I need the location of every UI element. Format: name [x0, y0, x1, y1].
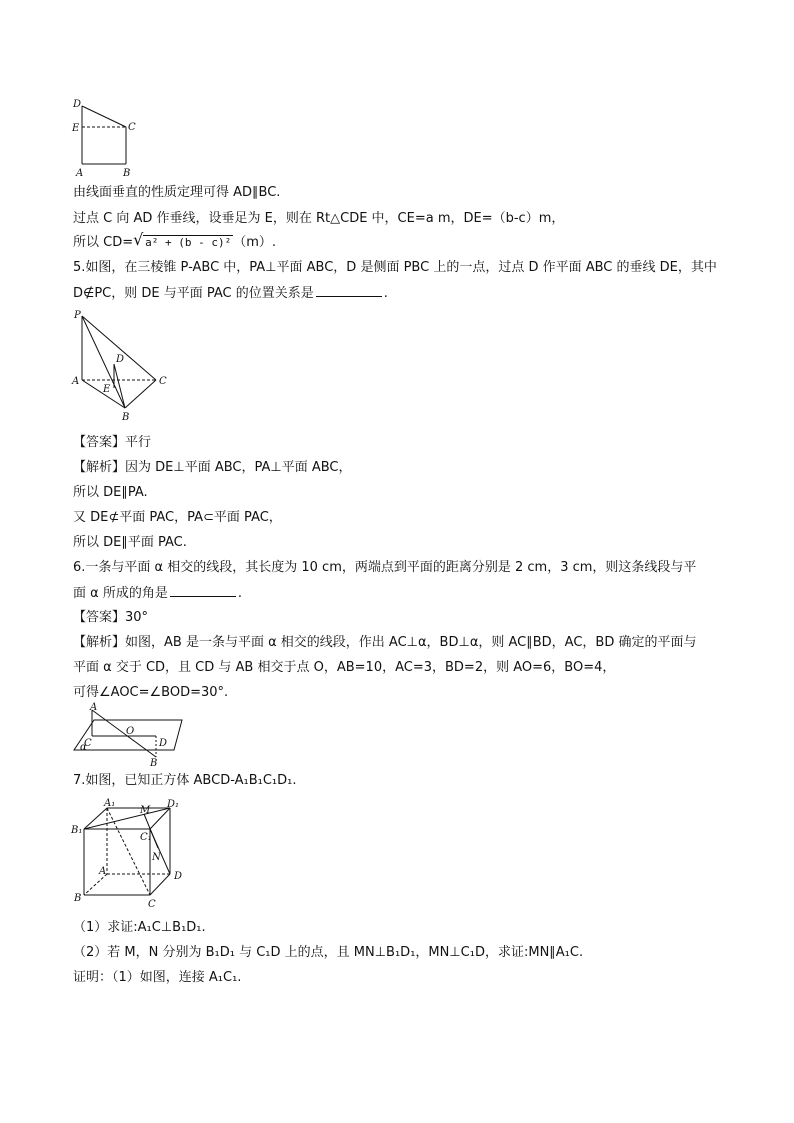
question-5-line-1: 5.如图，在三棱锥 P-ABC 中，PA⊥平面 ABC，D 是侧面 PBC 上的一点，过点 D 作平面 ABC 的垂线 DE，其中 — [73, 260, 717, 275]
answer-blank — [170, 584, 236, 597]
question-6-line-1: 6.一条与平面 α 相交的线段，其长度为 10 cm，两端点到平面的距离分别是 2 cm，3 cm，则这条线段与平 — [73, 560, 697, 575]
segment-BC — [125, 380, 156, 408]
explanation-5-line-1 — [73, 459, 352, 477]
label-B: B — [122, 412, 130, 423]
label-E: E — [103, 384, 111, 395]
explanation-6-line-3: 可得∠AOC=∠BOD=30°. — [73, 685, 229, 700]
text-line-3-prefix: 所以 CD= — [73, 235, 134, 250]
explanation-5-text-1: 因为 DE⊥平面 ABC，PA⊥平面 ABC， — [125, 460, 352, 475]
answer-5-label: 【答案】 — [73, 435, 126, 450]
label-B: B — [150, 758, 158, 769]
question-6-end: . — [237, 586, 242, 601]
edge-C1-D1 — [150, 808, 170, 829]
segment-PC — [82, 316, 156, 380]
edge-C-D — [150, 874, 170, 895]
explanation-5-line-3: 又 DE⊄平面 PAC，PA⊂平面 PAC， — [73, 510, 282, 525]
label-B: B — [74, 893, 82, 904]
explanation-6-label: 【解析】 — [73, 635, 126, 650]
answer-5 — [73, 434, 151, 452]
answer-blank — [316, 284, 382, 297]
label-D: D — [159, 738, 168, 749]
answer-6-label: 【答案】 — [73, 610, 126, 625]
question-6-line-2-text: 面 α 所成的角是 — [73, 586, 168, 601]
label-D: D — [73, 99, 82, 110]
text-line-2: 过点 C 向 AD 作垂线，设垂足为 E，则在 Rt△CDE 中，CE=a m，DE=（b-c）m， — [73, 211, 565, 226]
label-C: C — [84, 738, 92, 749]
label-C1: C₁ — [140, 832, 152, 843]
explanation-5-line-4: 所以 DE∥平面 PAC. — [73, 535, 187, 550]
answer-5-value: 平行 — [125, 435, 152, 450]
label-alpha: α — [80, 742, 87, 753]
answer-6 — [73, 609, 148, 627]
figure-pyramid — [70, 308, 180, 426]
explanation-6-line-2: 平面 α 交于 CD，且 CD 与 AB 相交于点 O，AB=10，AC=3，BD=2，则 AO=6，BO=4， — [73, 660, 616, 675]
question-6-line-2 — [73, 584, 242, 603]
edge-A-B-dashed — [84, 874, 107, 895]
label-A: A — [72, 376, 80, 387]
question-5-line-2 — [73, 284, 388, 303]
label-E: E — [72, 123, 80, 134]
segment-CD — [82, 106, 126, 127]
explanation-6-text-1: 如图，AB 是一条与平面 α 相交的线段，作出 AC⊥α，BD⊥α，则 AC∥BD，AC，BD 确定的平面与 — [125, 635, 697, 650]
question-5-line-2-text: D∉PC，则 DE 与平面 PAC 的位置关系是 — [73, 286, 314, 301]
text-line-3-suffix: （m）. — [233, 235, 277, 250]
label-A: A — [76, 168, 84, 179]
label-C: C — [159, 376, 167, 387]
label-B: B — [123, 168, 131, 179]
figure-cube — [70, 797, 190, 910]
explanation-5-label: 【解析】 — [73, 460, 126, 475]
question-7: 7.如图，已知正方体 ABCD-A₁B₁C₁D₁. — [73, 773, 297, 788]
label-O: O — [126, 726, 135, 737]
label-A: A — [90, 702, 98, 713]
label-C: C — [148, 899, 156, 910]
sqrt-body: a² + (b - c)² — [145, 236, 232, 249]
sqrt-expression: √ a² + (b - c)² — [133, 230, 232, 249]
label-A1: A₁ — [104, 798, 116, 809]
figure-plane-segment — [70, 702, 200, 769]
question-7-part-2: （2）若 M，N 分别为 B₁D₁ 与 C₁D 上的点，且 MN⊥B₁D₁，MN⊥C₁D，求证:MN∥A₁C. — [73, 945, 584, 960]
label-D1: D₁ — [167, 799, 180, 810]
label-A: A — [99, 866, 107, 877]
proof-line-1: 证明：（1）如图，连接 A₁C₁. — [73, 970, 242, 985]
text-line-1: 由线面垂直的性质定理可得 AD∥BC. — [73, 185, 281, 200]
question-7-part-1: （1）求证:A₁C⊥B₁D₁. — [73, 920, 206, 935]
explanation-5-line-2: 所以 DE∥PA. — [73, 485, 148, 500]
label-D: D — [174, 871, 183, 882]
label-C: C — [128, 122, 136, 133]
question-5-end: . — [383, 286, 388, 301]
label-M: M — [140, 805, 151, 816]
label-D: D — [116, 354, 125, 365]
text-line-3 — [73, 230, 277, 252]
label-N: N — [152, 852, 161, 863]
label-B1: B₁ — [71, 825, 83, 836]
answer-6-value: 30° — [125, 610, 149, 625]
diagonal-B1-D1 — [84, 808, 170, 829]
figure-trapezoid — [70, 96, 140, 178]
diagonal-A1-C-dashed — [107, 808, 150, 895]
explanation-6-line-1 — [73, 634, 697, 652]
label-P: P — [74, 310, 81, 321]
